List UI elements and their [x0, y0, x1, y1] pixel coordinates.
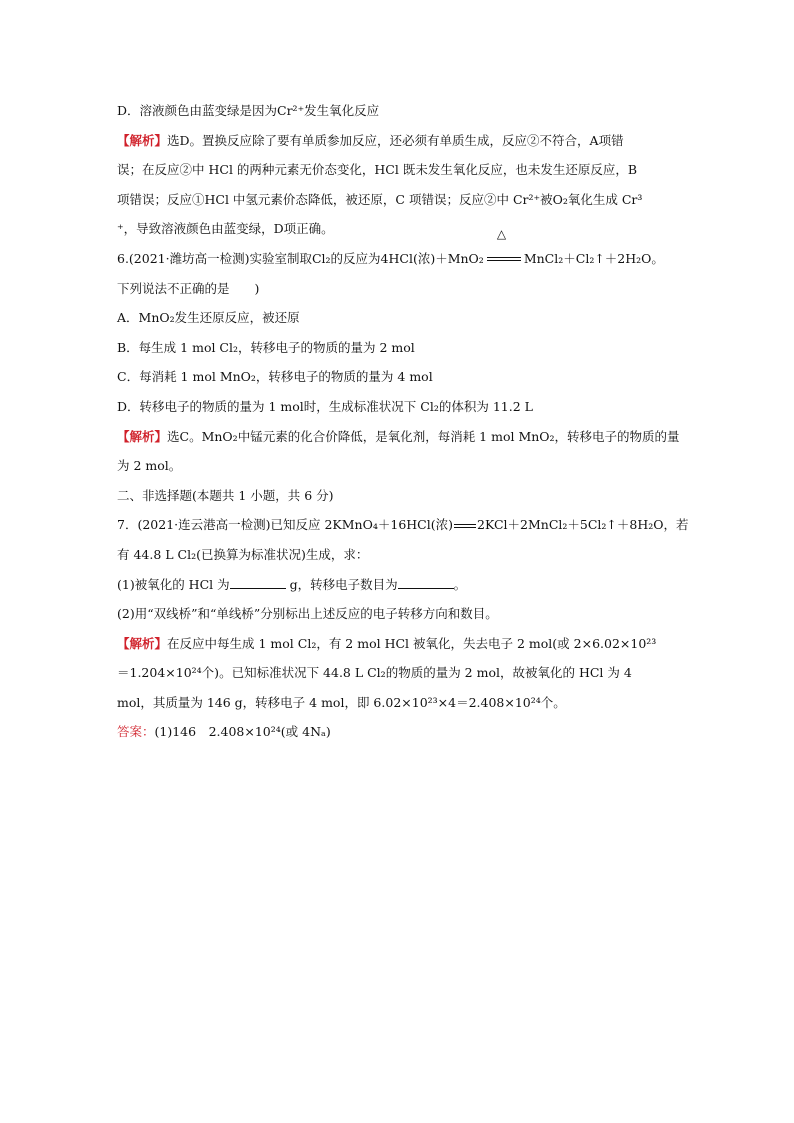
analysis-tag: 【解析】: [117, 635, 168, 651]
q5-analysis-line-1: [117, 126, 687, 156]
q7-stem-line-1: [117, 510, 687, 540]
heating-equals-sign: [484, 226, 524, 274]
answer-blank-electrons[interactable]: [398, 576, 454, 589]
q5-analysis-line-4: ⁺，导致溶液颜色由蓝变绿，D项正确。: [117, 221, 334, 237]
q5-analysis-line-3: 项错误；反应①HCl 中氢元素价态降低，被还原，C 项错误；反应②中 Cr²⁺被O₂氧化生成 Cr³: [117, 191, 643, 207]
q6-analysis-text-1: 选C。MnO₂中锰元素的化合价降低，是氧化剂，每消耗 1 mol MnO₂，转移电子的物质的量: [167, 428, 680, 444]
q7-analysis-line-2: ＝1.204×10²⁴个)。已知标准状况下 44.8 L Cl₂的物质的量为 2 mol，故被氧化的 HCl 为 4: [117, 665, 632, 681]
q5-option-d: D．溶液颜色由蓝变绿是因为Cr²⁺发生氧化反应: [117, 103, 380, 118]
q7-stem-line-2: 有 44.8 L Cl₂(已换算为标准状况)生成，求：: [117, 546, 369, 562]
q7-analysis-line-1: [117, 629, 687, 659]
document-page: [117, 96, 687, 747]
q6-stem-pre: 6.(2021·潍坊高一检测)实验室制取Cl₂的反应为4HCl(浓)＋MnO₂: [117, 250, 484, 266]
q5-analysis-text-1: 选D。置换反应除了要有单质参加反应，还必须有单质生成，反应②不符合，A项错: [167, 132, 624, 148]
answer-text: (1)146 2.408×10²⁴(或 4Nₐ): [154, 724, 331, 740]
q7-sub1-text-b: g，转移电子数目为: [285, 576, 398, 592]
q6-option-c: C．每消耗 1 mol MnO₂，转移电子的物质的量为 4 mol: [117, 369, 433, 385]
q6-option-d: D．转移电子的物质的量为 1 mol时，生成标准状况下 Cl₂的体积为 11.2 L: [117, 398, 533, 414]
analysis-tag: 【解析】: [117, 132, 168, 148]
q7-stem-post: 2KCl＋2MnCl₂＋5Cl₂↑＋8H₂O，若: [477, 517, 689, 533]
q6-analysis-line-1: [117, 422, 687, 452]
analysis-tag: 【解析】: [117, 428, 168, 444]
q6-stem-line-2: 下列说法不正确的是 ): [117, 280, 260, 296]
q7-analysis-text-1: 在反应中每生成 1 mol Cl₂，有 2 mol HCl 被氧化，失去电子 2 mol(或 2×6.02×10²³: [167, 635, 657, 651]
q7-stem-pre: 7．(2021·连云港高一检测)已知反应 2KMnO₄＋16HCl(浓): [117, 517, 453, 533]
section-heading: 二、非选择题(本题共 1 小题，共 6 分): [117, 487, 334, 503]
q6-option-a: A．MnO₂发生还原反应，被还原: [117, 310, 300, 326]
q7-sub1-text-a: (1)被氧化的 HCl 为: [117, 576, 230, 592]
q6-option-b: B．每生成 1 mol Cl₂，转移电子的物质的量为 2 mol: [117, 339, 415, 355]
answer-label: 答案：: [117, 724, 155, 740]
q5-analysis-line-2: 误；在反应②中 HCl 的两种元素无价态变化，HCl 既未发生氧化反应，也未发生还原反应，B: [117, 162, 638, 178]
q6-stem-post: MnCl₂＋Cl₂↑＋2H₂O。: [523, 250, 664, 266]
q7-subquestion-2: (2)用“双线桥”和“单线桥”分别标出上述反应的电子转移方向和数目。: [117, 606, 498, 622]
q7-subquestion-1: [117, 570, 687, 600]
reaction-equals-sign: [454, 524, 476, 528]
q7-sub1-text-c: 。: [453, 576, 467, 592]
q7-analysis-line-3: mol，其质量为 146 g，转移电子 4 mol，即 6.02×10²³×4＝2.408×10²⁴个。: [117, 694, 566, 710]
answer-line: [117, 717, 687, 747]
equals-bars: [487, 257, 521, 261]
q6-analysis-line-2: 为 2 mol。: [117, 458, 182, 474]
answer-blank-mass[interactable]: [230, 576, 286, 589]
heat-triangle-icon: △: [496, 226, 507, 241]
